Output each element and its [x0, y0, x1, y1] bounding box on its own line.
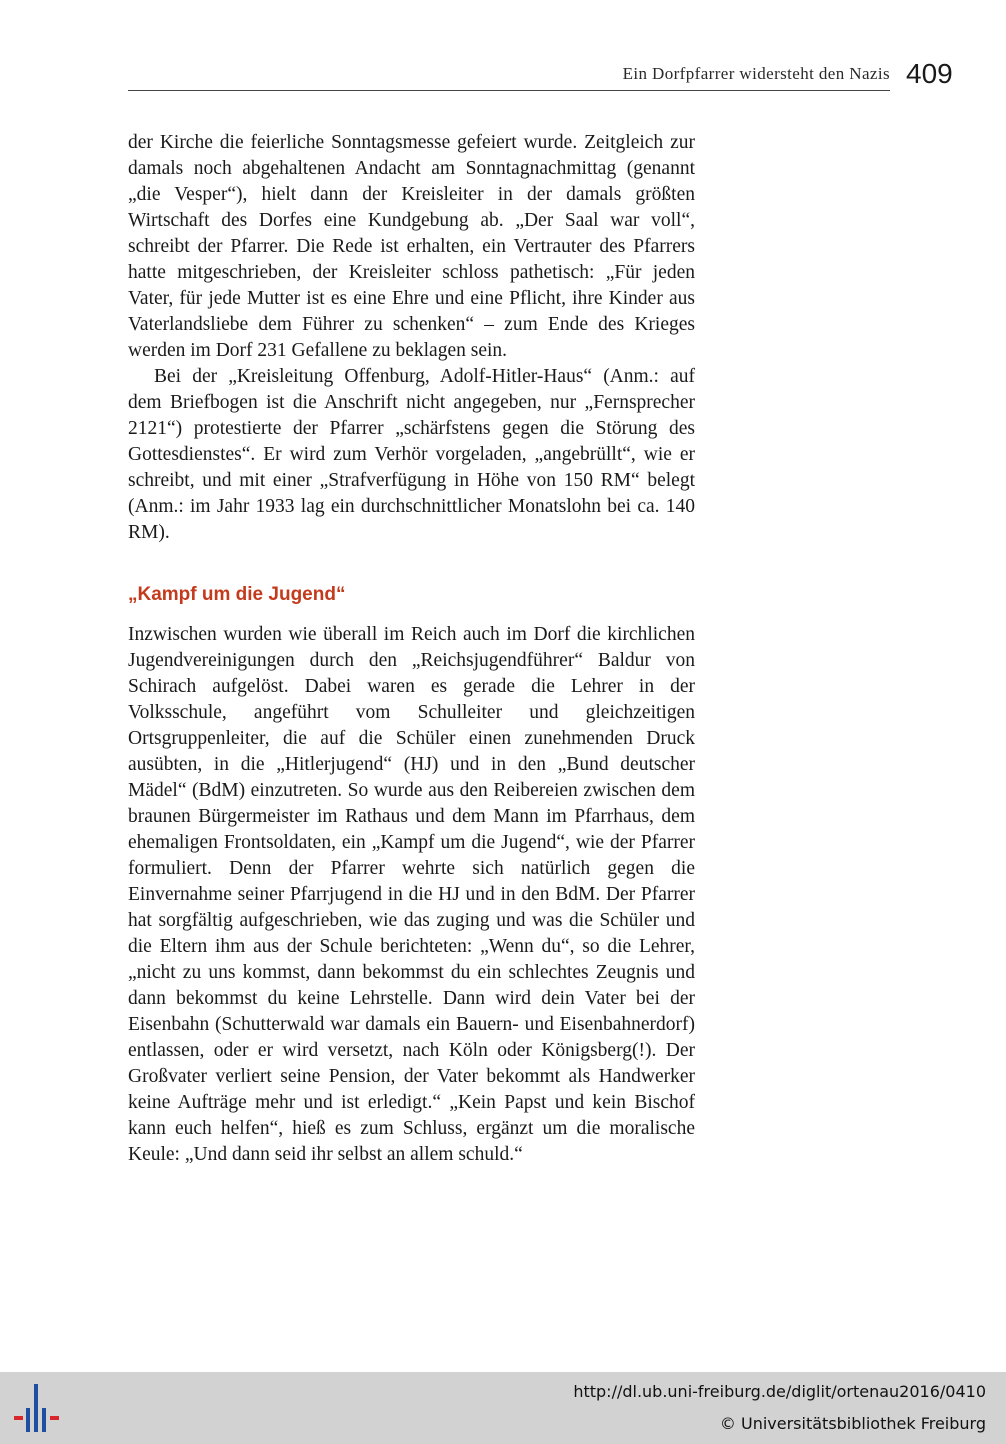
page-number: 409	[906, 58, 953, 89]
paragraph-3: Inzwischen wurden wie überall im Reich auch im Dorf die kirchlichen Jugendvereinigungen durch den „Reichsjugendführer“ Baldur von Schirach aufgelöst. Dabei waren es gerade die Lehrer in der Volksschule, angeführt vom Schulleiter und gleichzeitigen Ortsgruppenleiter, die auf die Schüler einen zunehmenden Druck ausübten, in die „Hitlerjugend“ (HJ) und in den „Bund deutscher Mädel“ (BdM) einzutreten. So wurde aus den Reibereien zwischen dem braunen Bürgermeister im Rathaus und dem Mann im Pfarrhaus, dem ehemaligen Frontsoldaten, ein „Kampf um die Jugend“, wie der Pfarrer formuliert. Denn der Pfarrer wehrte sich natürlich gegen die Einvernahme seiner Pfarrjugend in die HJ und in den BdM. Der Pfarrer hat sorgfältig aufgeschrieben, wie das zuging und was die Schüler und die Eltern ihm aus der Schule berichteten: „Wenn du“, so die Lehrer, „nicht zu uns kommst, dann bekommst du ein schlechtes Zeugnis und dann bekommst du keine Lehrstelle. Dann wird dein Vater bei der Eisenbahn (Schutterwald war damals ein Bauern- und Eisenbahnerdorf) entlassen, oder er wird versetzt, nach Köln oder Königsberg(!). Der Großvater verliert seine Pension, der Vater bekommt als Handwerker keine Aufträge mehr und ist erledigt.“ „Kein Papst und kein Bischof kann euch helfen“, hieß es zum Schluss, ergänzt um die moralische Keule: „Und dann seid ihr selbst an allem schuld.“	[128, 624, 695, 1165]
running-title: Ein Dorfpfarrer widersteht den Nazis	[622, 64, 890, 83]
paragraph-1: der Kirche die feierliche Sonntagsmesse gefeiert wurde. Zeitgleich zur damals noch abgehaltenen Andacht am Sonntagnachmittag (genannt „die Vesper“), hielt dann der Kreisleiter in der damals größten Wirtschaft des Dorfes eine Kundgebung ab. „Der Saal war voll“, schreibt der Pfarrer. Die Rede ist erhalten, ein Vertrauter des Pfarrers hatte mitgeschrieben, der Kreisleiter schloss pathetisch: „Für jeden Vater, für jede Mutter ist es eine Ehre und eine Pflicht, ihre Kinder aus Vaterlandsliebe dem Führer zu schenken“ – zum Ende des Krieges werden im Dorf 231 Gefallene zu beklagen sein.	[128, 132, 695, 361]
ub-freiburg-logo-icon	[12, 1382, 64, 1436]
section-heading: „Kampf um die Jugend“	[128, 584, 346, 605]
paragraph-2: Bei der „Kreisleitung Offenburg, Adolf-Hitler-Haus“ (Anm.: auf dem Briefbogen ist die Anschrift nicht angegeben, nur „Fernsprecher 2121“) protestierte der Pfarrer „schärfstens gegen die Störung des Gottesdienstes“. Er wird zum Verhör vorgeladen, „angebrüllt“, wie er schreibt, und mit einer „Strafverfügung in Höhe von 150 RM“ belegt (Anm.: im Jahr 1933 lag ein durchschnittlicher Monatslohn bei ca. 140 RM).	[128, 366, 695, 543]
body-text-column	[128, 130, 695, 1168]
running-header	[128, 52, 890, 91]
source-url-link[interactable]: http://dl.ub.uni-freiburg.de/diglit/ortenau2016/0410	[573, 1382, 986, 1401]
footer-bar	[0, 1372, 1006, 1444]
copyright-notice: © Universitätsbibliothek Freiburg	[719, 1414, 986, 1433]
